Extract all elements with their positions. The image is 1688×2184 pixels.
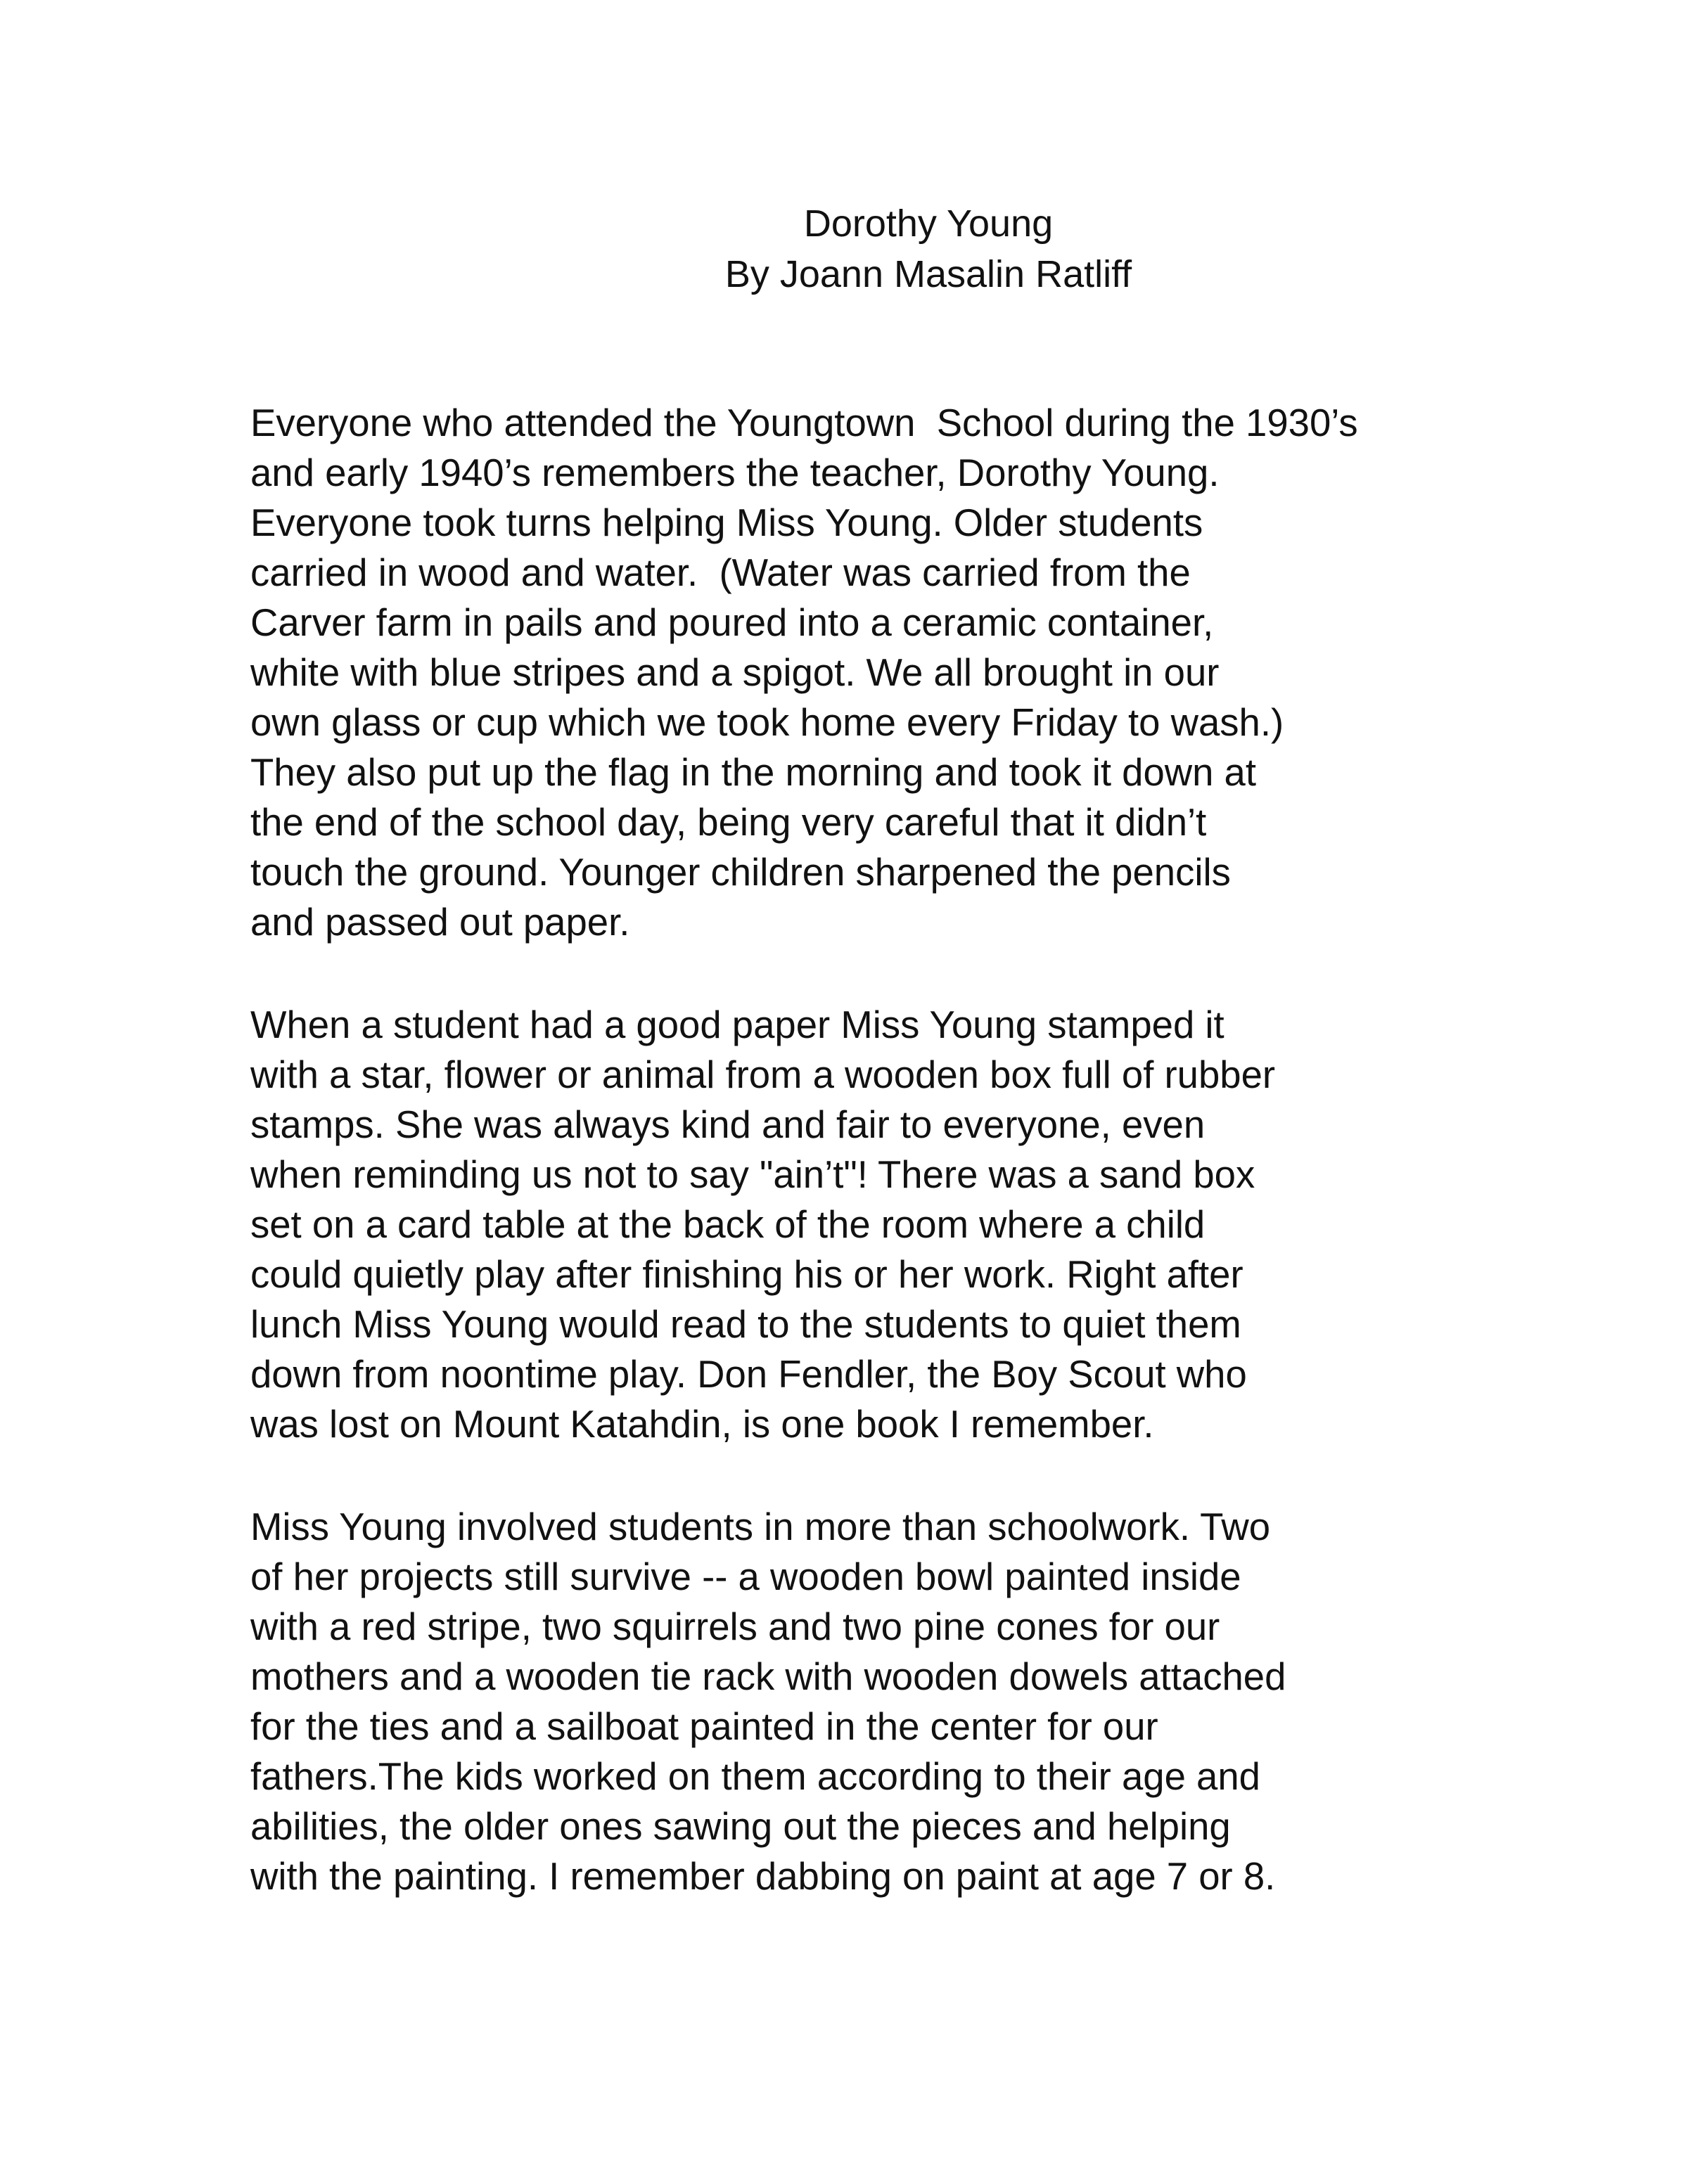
paragraph-line: with a red stripe, two squirrels and two pine cones for our [250, 1605, 1220, 1648]
paragraph-line: stamps. She was always kind and fair to everyone, even [250, 1103, 1206, 1146]
paragraph-line: set on a card table at the back of the room where a child [250, 1203, 1206, 1246]
paragraph-line: touch the ground. Younger children sharpened the pencils [250, 851, 1231, 894]
paragraph-line: mothers and a wooden tie rack with wooden dowels attached [250, 1655, 1286, 1698]
paragraph-line: When a student had a good paper Miss Young stamped it [250, 1003, 1225, 1046]
paragraph-line: when reminding us not to say "ain’t"! There was a sand box [250, 1153, 1255, 1196]
paragraph-line: of her projects still survive -- a wooden bowl painted inside [250, 1555, 1241, 1598]
paragraph-line: with the painting. I remember dabbing on paint at age 7 or 8. [250, 1855, 1276, 1898]
paragraph-3 [250, 1502, 1587, 1901]
title-block [675, 198, 1182, 300]
paragraph-line: white with blue stripes and a spigot. We all brought in our [250, 651, 1220, 694]
paragraph-line: was lost on Mount Katahdin, is one book I remember. [250, 1403, 1154, 1446]
paragraph-line: down from noontime play. Don Fendler, the Boy Scout who [250, 1353, 1247, 1396]
document-byline: By Joann Masalin Ratliff [724, 253, 1132, 295]
paragraph-line: Everyone took turns helping Miss Young. Older students [250, 501, 1203, 544]
paragraph-line: carried in wood and water. (Water was carried from the [250, 551, 1191, 594]
paragraph-line: lunch Miss Young would read to the students to quiet them [250, 1303, 1241, 1346]
paragraph-line: Everyone who attended the Youngtown School during the 1930’s [250, 402, 1358, 444]
paragraph-line: with a star, flower or animal from a wooden box full of rubber [250, 1053, 1276, 1096]
paragraph-line: Miss Young involved students in more than schoolwork. Two [250, 1505, 1271, 1548]
paragraph-line: Carver farm in pails and poured into a ceramic container, [250, 601, 1214, 644]
paragraph-1 [250, 398, 1587, 947]
paragraph-line: own glass or cup which we took home every Friday to wash.) [250, 701, 1284, 744]
paragraph-line: fathers.The kids worked on them according to their age and [250, 1755, 1260, 1798]
paragraph-line: They also put up the flag in the morning and took it down at [250, 751, 1257, 794]
paragraph-2 [250, 1000, 1587, 1449]
document-title: Dorothy Young [803, 203, 1054, 245]
paragraph-line: for the ties and a sailboat painted in the center for our [250, 1705, 1158, 1748]
paragraph-line: abilities, the older ones sawing out the pieces and helping [250, 1805, 1231, 1848]
paragraph-line: and early 1940’s remembers the teacher, Dorothy Young. [250, 451, 1220, 494]
paragraph-line: the end of the school day, being very careful that it didn’t [250, 801, 1207, 844]
paragraph-line: and passed out paper. [250, 901, 630, 944]
paragraph-line: could quietly play after finishing his or her work. Right after [250, 1253, 1243, 1296]
